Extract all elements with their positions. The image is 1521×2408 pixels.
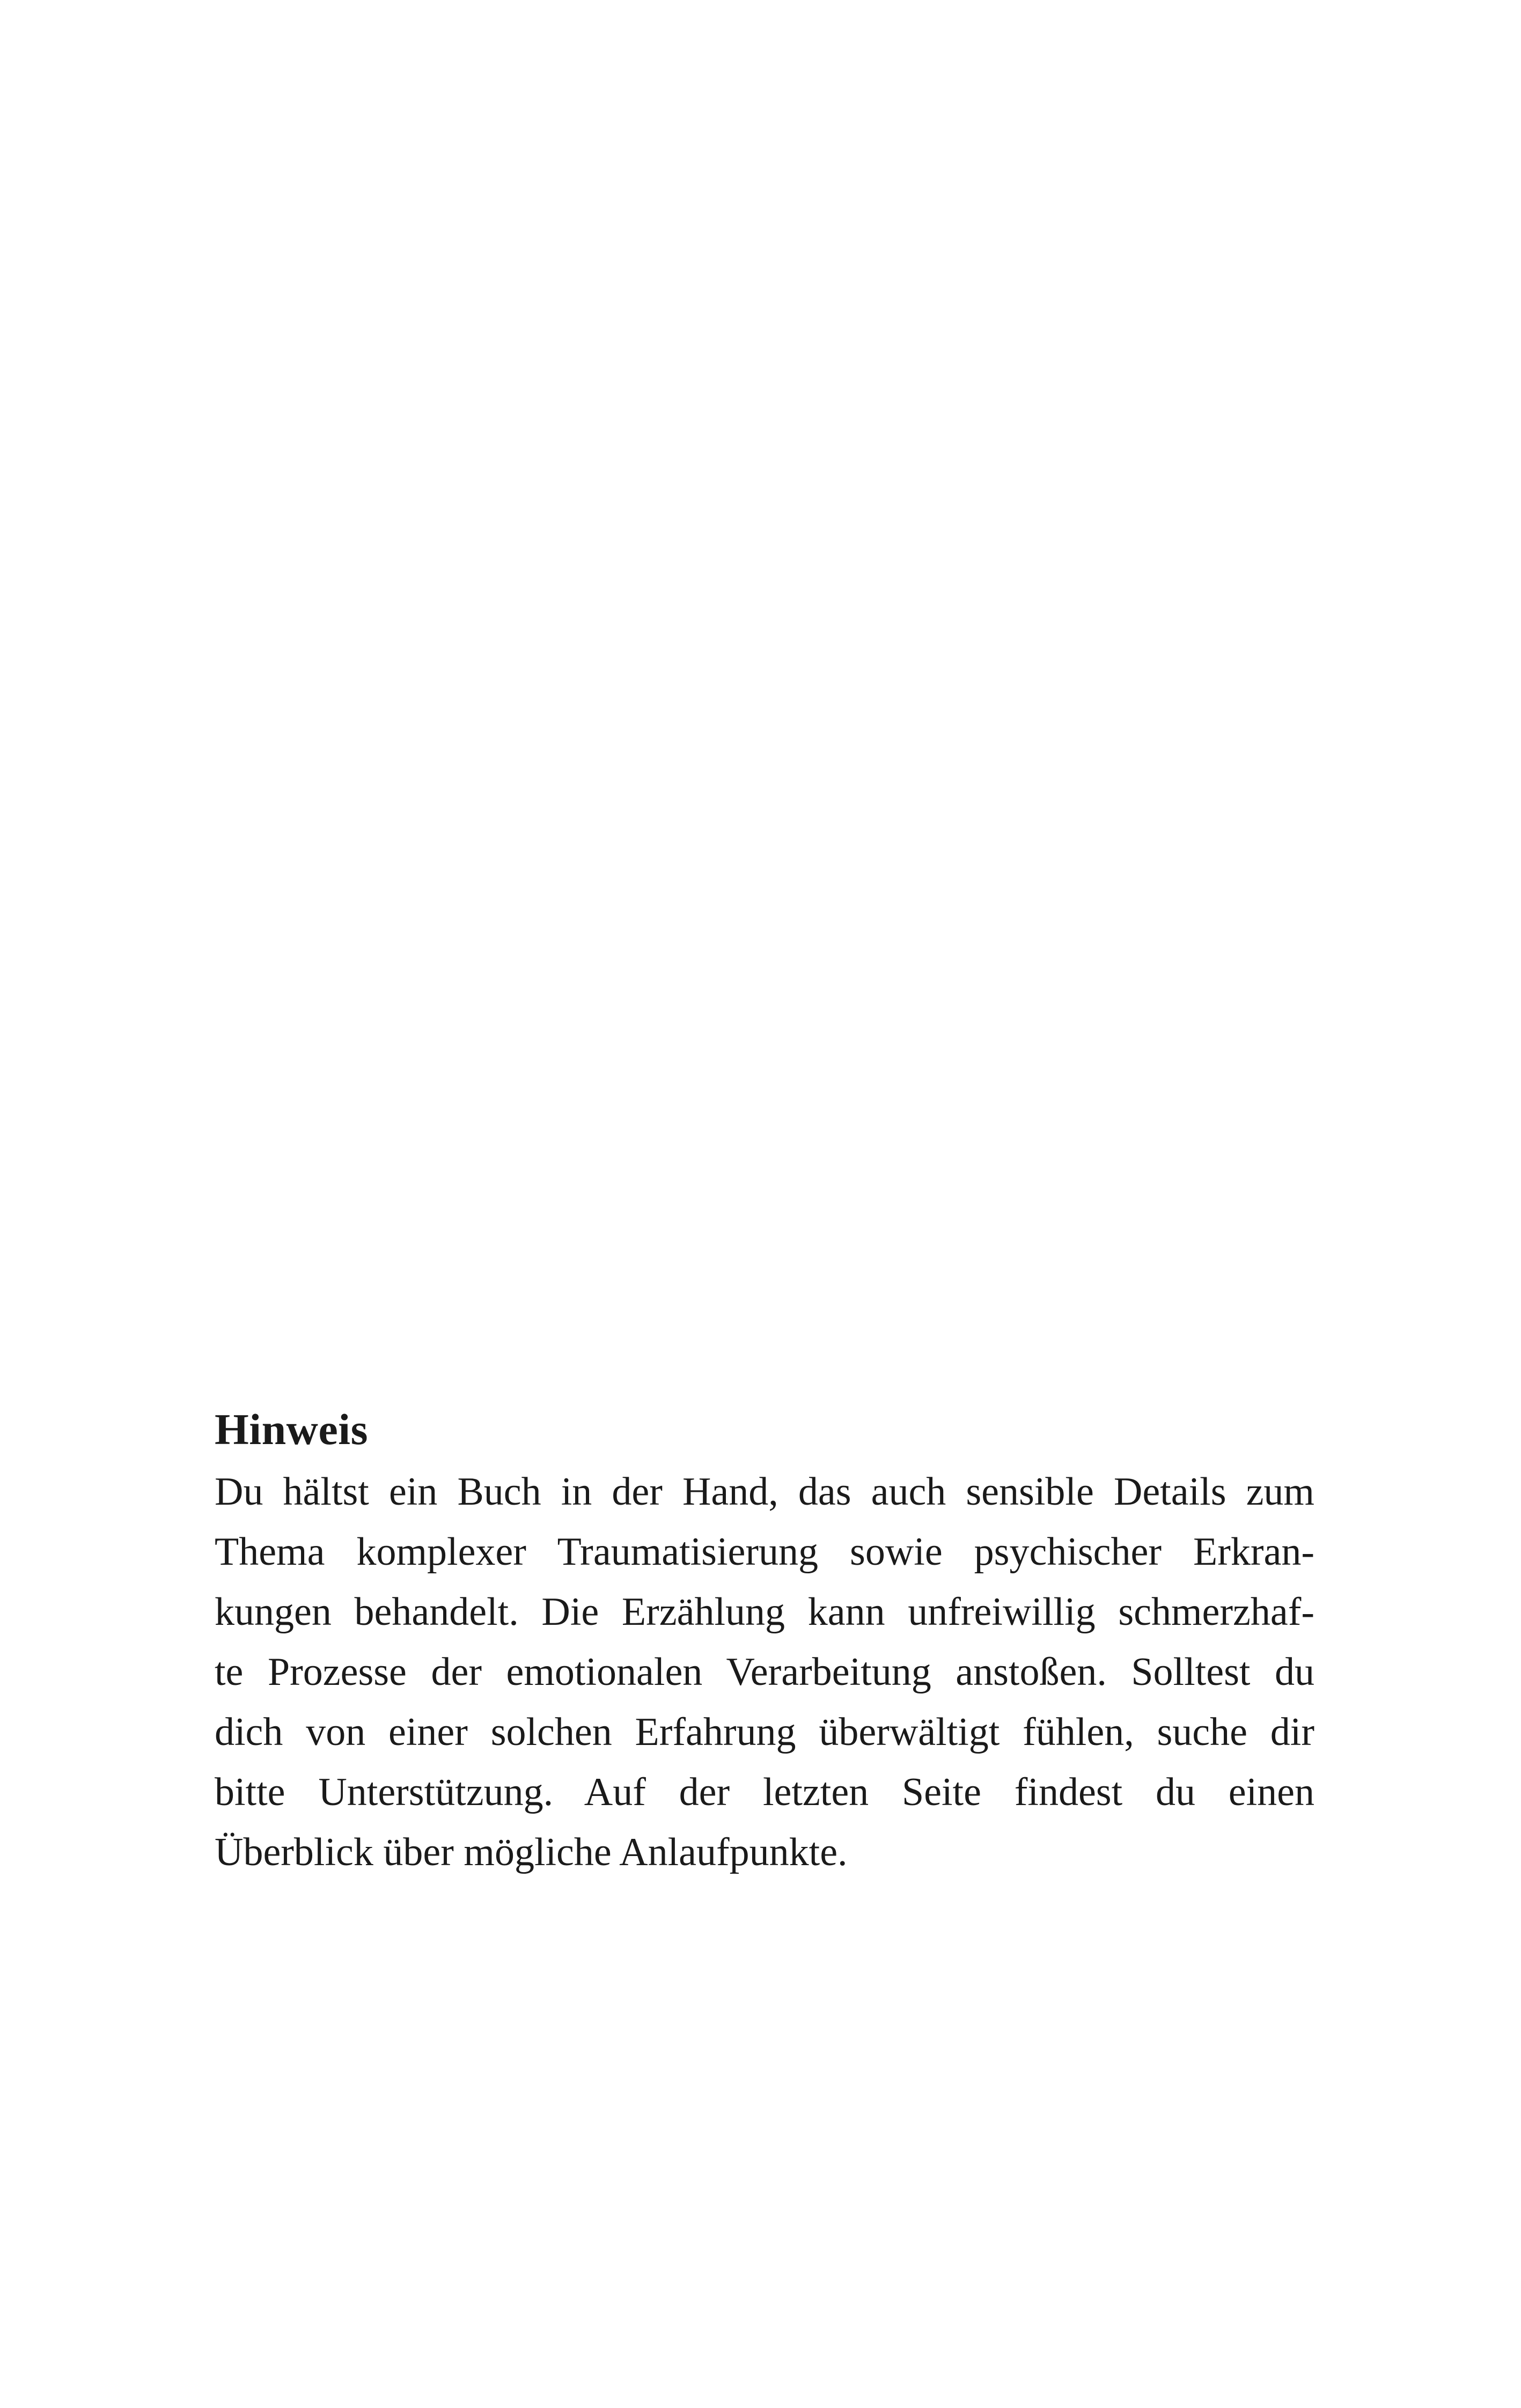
notice-line: te Prozesse der emotionalen Verarbeitung anstoßen. Solltest du [215,1650,1314,1694]
notice-body [215,1462,1314,1882]
notice-line: dich von einer solchen Erfahrung überwältigt fühlen, suche dir [215,1710,1314,1754]
notice-line: Du hältst ein Buch in der Hand, das auch sensible Details zum [215,1470,1314,1514]
notice-section [215,1403,1314,1882]
notice-title: Hinweis [215,1405,368,1454]
notice-line: Überblick über mögliche Anlaufpunkte. [215,1830,848,1874]
notice-line: kungen behandelt. Die Erzählung kann unfreiwillig schmerzhaf- [215,1590,1314,1634]
notice-line: bitte Unterstützung. Auf der letzten Seite findest du einen [215,1770,1314,1814]
notice-line: Thema komplexer Traumatisierung sowie psychischer Erkran- [215,1530,1314,1574]
